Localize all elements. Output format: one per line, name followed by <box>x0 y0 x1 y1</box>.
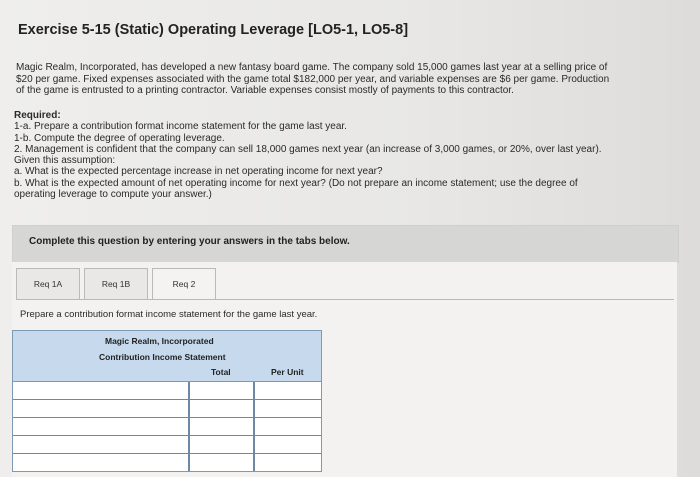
required-heading: Required: <box>14 110 61 121</box>
required-item: operating leverage to compute your answer.) <box>14 189 212 201</box>
required-section <box>14 110 684 200</box>
row-label-input[interactable] <box>13 402 188 419</box>
per-unit-cell[interactable] <box>254 436 321 453</box>
total-input[interactable] <box>190 420 253 437</box>
table-row <box>13 382 321 399</box>
row-label-cell[interactable] <box>13 382 189 399</box>
total-input[interactable] <box>190 384 253 401</box>
per-unit-input[interactable] <box>255 384 321 401</box>
tab-req-1b[interactable]: Req 1B <box>84 268 148 300</box>
income-statement-table <box>12 330 322 472</box>
instruction-text: Complete this question by entering your answers in the tabs below. <box>29 236 350 247</box>
table-row <box>13 453 321 471</box>
tab-req-1a[interactable]: Req 1A <box>16 268 80 300</box>
intro-line: Magic Realm, Incorporated, has developed a new fantasy board game. The company sold 15,000 games last year at a selling price of <box>16 62 608 73</box>
total-cell[interactable] <box>189 418 254 435</box>
per-unit-cell[interactable] <box>254 382 321 399</box>
required-item: 1-a. Prepare a contribution format income statement for the game last year. <box>14 121 347 133</box>
total-input[interactable] <box>190 402 253 419</box>
per-unit-input[interactable] <box>255 456 321 473</box>
required-item: 2. Management is confident that the company can sell 18,000 games next year (an increase of 3,000 games, or 20%, over last year). <box>14 143 602 155</box>
row-label-input[interactable] <box>13 438 188 455</box>
statement-title: Contribution Income Statement <box>99 352 226 362</box>
total-cell[interactable] <box>189 400 254 417</box>
per-unit-input[interactable] <box>255 438 321 455</box>
total-cell[interactable] <box>189 454 254 471</box>
row-label-cell[interactable] <box>13 436 189 453</box>
required-item: a. What is the expected percentage increase in net operating income for next year? <box>14 166 383 178</box>
tab-prompt: Prepare a contribution format income statement for the game last year. <box>20 309 318 320</box>
total-input[interactable] <box>190 456 253 473</box>
per-unit-cell[interactable] <box>254 418 321 435</box>
row-label-cell[interactable] <box>13 400 189 417</box>
required-item: 1-b. Compute the degree of operating leverage. <box>14 132 225 144</box>
total-cell[interactable] <box>189 436 254 453</box>
exercise-title: Exercise 5-15 (Static) Operating Leverage [LO5-1, LO5-8] <box>18 22 409 38</box>
row-label-cell[interactable] <box>13 454 189 471</box>
instruction-banner <box>12 225 679 263</box>
required-item: b. What is the expected amount of net operating income for next year? (Do not prepare an income statement; use the degree of <box>14 177 578 189</box>
required-item: Given this assumption: <box>14 155 116 167</box>
problem-description <box>16 62 681 97</box>
total-input[interactable] <box>190 438 253 455</box>
row-label-input[interactable] <box>13 384 188 401</box>
statement-header <box>13 331 321 382</box>
per-unit-input[interactable] <box>255 402 321 419</box>
table-row <box>13 399 321 417</box>
table-row <box>13 435 321 453</box>
intro-line: $20 per game. Fixed expenses associated with the game total $182,000 per year, and variable expenses are $6 per game. Production <box>16 73 610 85</box>
per-unit-cell[interactable] <box>254 400 321 417</box>
per-unit-input[interactable] <box>255 420 321 437</box>
per-unit-cell[interactable] <box>254 454 321 471</box>
tab-divider <box>16 299 674 300</box>
total-cell[interactable] <box>189 382 254 399</box>
company-name: Magic Realm, Incorporated <box>105 336 214 346</box>
intro-line: of the game is entrusted to a printing contractor. Variable expenses consist mostly of payments to this contractor. <box>16 85 514 96</box>
statement-rows <box>13 382 321 471</box>
answer-panel <box>12 262 677 477</box>
column-header-total: Total <box>211 367 231 377</box>
tab-req-2[interactable]: Req 2 <box>152 268 216 300</box>
table-row <box>13 417 321 435</box>
column-header-per-unit: Per Unit <box>271 367 304 377</box>
row-label-cell[interactable] <box>13 418 189 435</box>
row-label-input[interactable] <box>13 456 188 473</box>
row-label-input[interactable] <box>13 420 188 437</box>
